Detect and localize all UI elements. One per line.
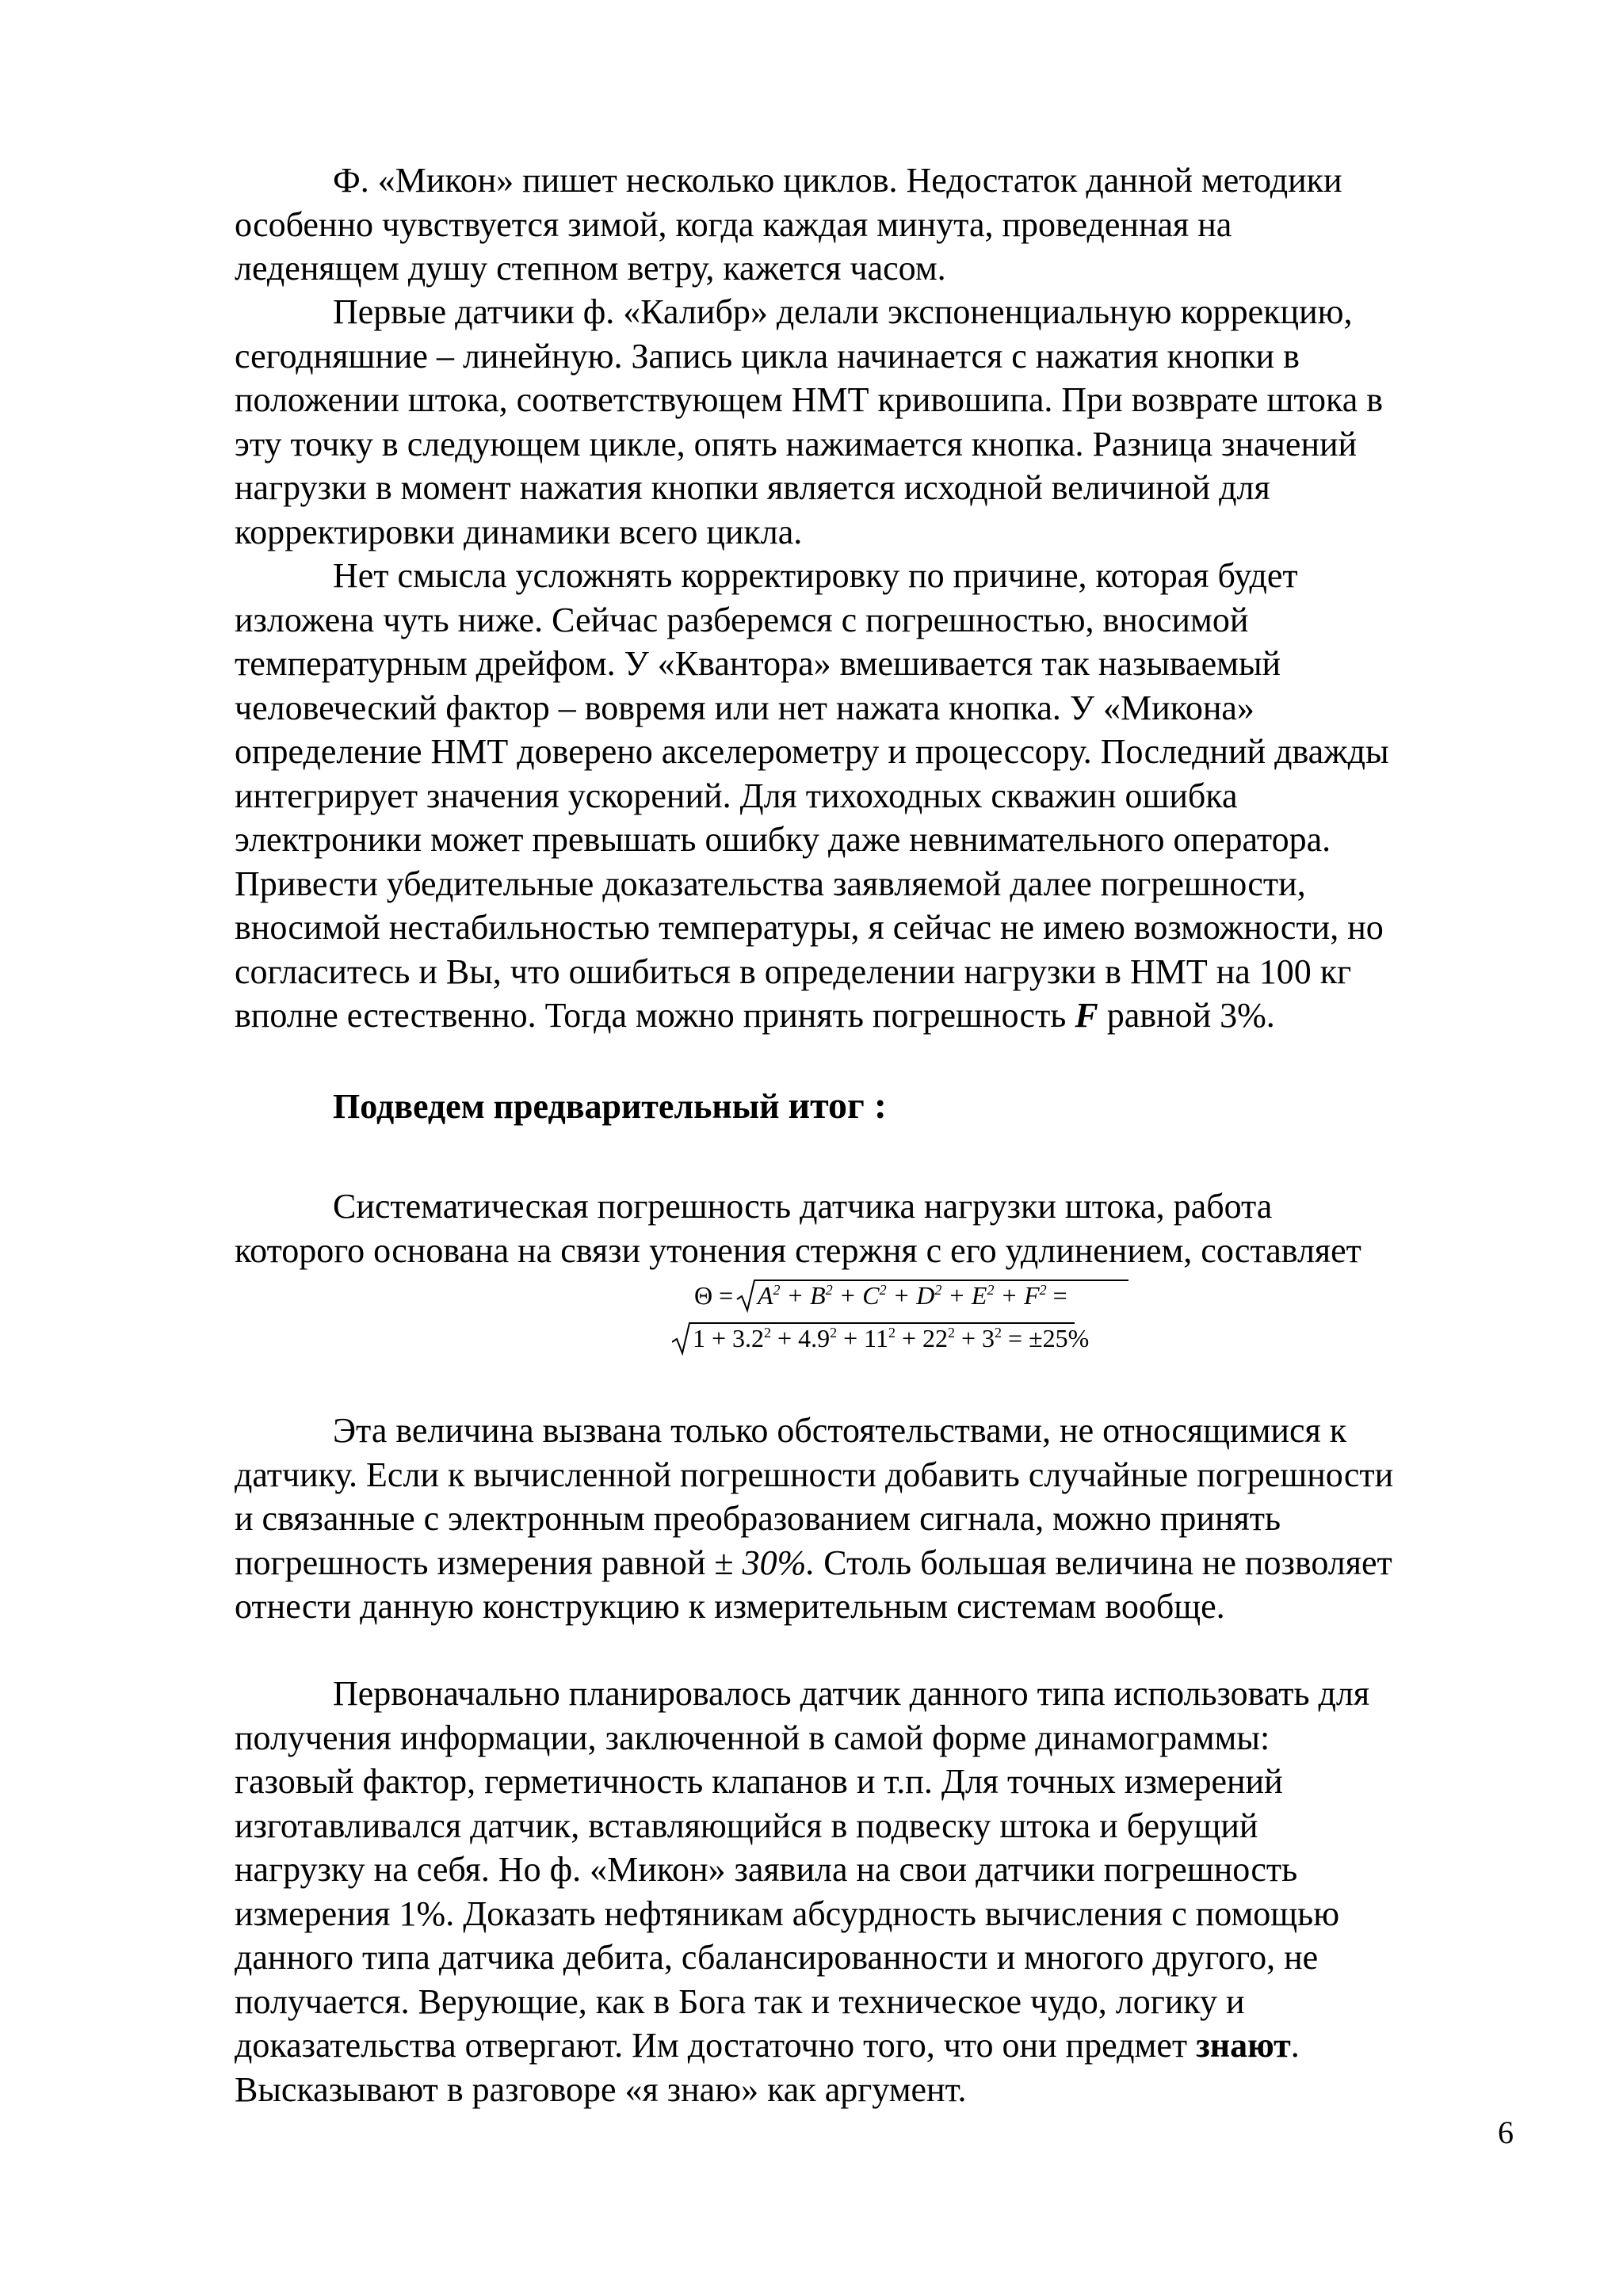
text-line: человеческий фактор – вовремя или нет нажата кнопка. У «Микона» — [235, 688, 1254, 727]
formula-terms: $A^2 + B^2 + C^2 + D^2 + E^2 + F^2$ = — [758, 1281, 1067, 1310]
paragraph-3 — [235, 554, 1518, 1038]
text-line: которого основана на связи утонения стержня с его удлинением, составляет — [235, 1230, 1361, 1270]
formula-line-2-svg — [672, 1320, 1179, 1358]
text-line: Первые датчики ф. «Калибр» делали экспоненциальную коррекцию, — [333, 292, 1353, 331]
text-line: особенно чувствуется зимой, когда каждая минута, проведенная на — [235, 204, 1232, 244]
heading-text-big: итог : — [788, 1085, 887, 1127]
text-line: получается. Верующие, как в Бога так и техническое чудо, логику и — [235, 1981, 1245, 2021]
text-line: отнести данную конструкцию к измерительным системам вообще. — [235, 1587, 1225, 1626]
text-line: Эта величина вызвана только обстоятельствами, не относящимися к — [333, 1411, 1347, 1450]
text-line: Нет смысла усложнять корректировку по причине, которая будет — [333, 556, 1298, 595]
text-line: нагрузку на себя. Но ф. «Микон» заявила на свои датчики погрешность — [235, 1850, 1298, 1889]
paragraph-5 — [235, 1409, 1518, 1629]
text-line: данного типа датчика дебита, сбалансированности и многого другого, не — [235, 1938, 1319, 1977]
text-line: вносимой нестабильностью температуры, я сейчас не имею возможности, но — [235, 908, 1384, 947]
text-line: измерения 1%. Доказать нефтяникам абсурдность вычисления с помощью — [235, 1894, 1340, 1933]
text-run: вполне естественно. Тогда можно принять погрешность — [235, 996, 1075, 1035]
text-line: изготавливался датчик, вставляющийся в подвеску штока и берущий — [235, 1806, 1258, 1845]
variable-f: F — [1075, 996, 1098, 1035]
text-run: доказательства отвергают. Им достаточно того, что они предмет — [235, 2026, 1197, 2065]
text-line: положении штока, соответствующем НМТ кривошипа. При возврате штока в — [235, 380, 1384, 419]
text-line: Систематическая погрешность датчика нагрузки штока, работа — [333, 1187, 1273, 1226]
paragraph-4 — [235, 1184, 1518, 1272]
text-line: газовый фактор, герметичность клапанов и т.п. Для точных измерений — [235, 1762, 1283, 1801]
text-line: определение НМТ доверено акселерометру и процессору. Последний дважды — [235, 732, 1389, 771]
text-line: и связанные с электронным преобразованием сигнала, можно принять — [235, 1499, 1281, 1538]
text-line — [235, 1541, 1518, 1585]
text-line: корректировки динамики всего цикла. — [235, 512, 803, 551]
formula-line-1 — [694, 1277, 1154, 1322]
text-line: температурным дрейфом. У «Квантора» вмешивается так называемый — [235, 644, 1281, 683]
page-number: 6 — [1498, 2115, 1514, 2150]
text-line: изложена чуть ниже. Сейчас разберемся с погрешностью, вносимой — [235, 600, 1249, 639]
formula-line-1-svg — [694, 1277, 1154, 1315]
text-run: равной 3%. — [1098, 996, 1275, 1035]
text-line: эту точку в следующем цикле, опять нажимается кнопка. Разница значений — [235, 424, 1358, 463]
formula-numbers: $1 + 3.2^2 + 4.9^2 + 11^2 + 22^2 + 3^2 = \pm 25\%$ — [693, 1324, 1090, 1352]
paragraph-6 — [235, 1672, 1518, 2111]
formula-line-2 — [672, 1320, 1179, 1365]
text-line: датчику. Если к вычисленной погрешности добавить случайные погрешности — [235, 1455, 1394, 1494]
text-line: получения информации, заключенной в самой форме динамограммы: — [235, 1718, 1270, 1757]
text-run: . — [1290, 2026, 1300, 2065]
text-line: интегрирует значения ускорений. Для тихоходных скважин ошибка — [235, 776, 1238, 815]
text-line: Ф. «Микон» пишет несколько циклов. Недостаток данной методики — [333, 161, 1342, 200]
text-line: леденящем душу степном ветру, кажется часом. — [235, 249, 946, 288]
text-run: Столь большая величина не позволяет — [815, 1543, 1392, 1582]
text-line: электроники может превышать ошибку даже невнимательного оператора. — [235, 820, 1331, 859]
heading-text: Подведем предварительный — [333, 1087, 789, 1126]
text-line — [235, 2023, 1518, 2068]
text-line: согласитесь и Вы, что ошибиться в определении нагрузки в НМТ на 100 кг — [235, 952, 1352, 991]
text-line: Привести убедительные доказательства заявляемой далее погрешности, — [235, 864, 1306, 903]
text-line — [235, 994, 1518, 1038]
section-heading — [333, 1084, 887, 1127]
text-line: Высказывают в разговоре «я знаю» как аргумент. — [235, 2069, 967, 2109]
italic-value: 30%. — [742, 1543, 815, 1582]
text-line: нагрузки в момент нажатия кнопки является исходной величиной для — [235, 468, 1270, 507]
bold-word: знают — [1196, 2026, 1291, 2065]
paragraph-2 — [235, 290, 1518, 554]
paragraph-1 — [235, 158, 1518, 291]
text-run: погрешность измерения равной ± — [235, 1543, 743, 1582]
text-line: сегодняшние – линейную. Запись цикла начинается с нажатия кнопки в — [235, 336, 1300, 376]
formula-theta: Θ = — [694, 1281, 734, 1310]
text-line: Первоначально планировалось датчик данного типа использовать для — [333, 1674, 1370, 1713]
